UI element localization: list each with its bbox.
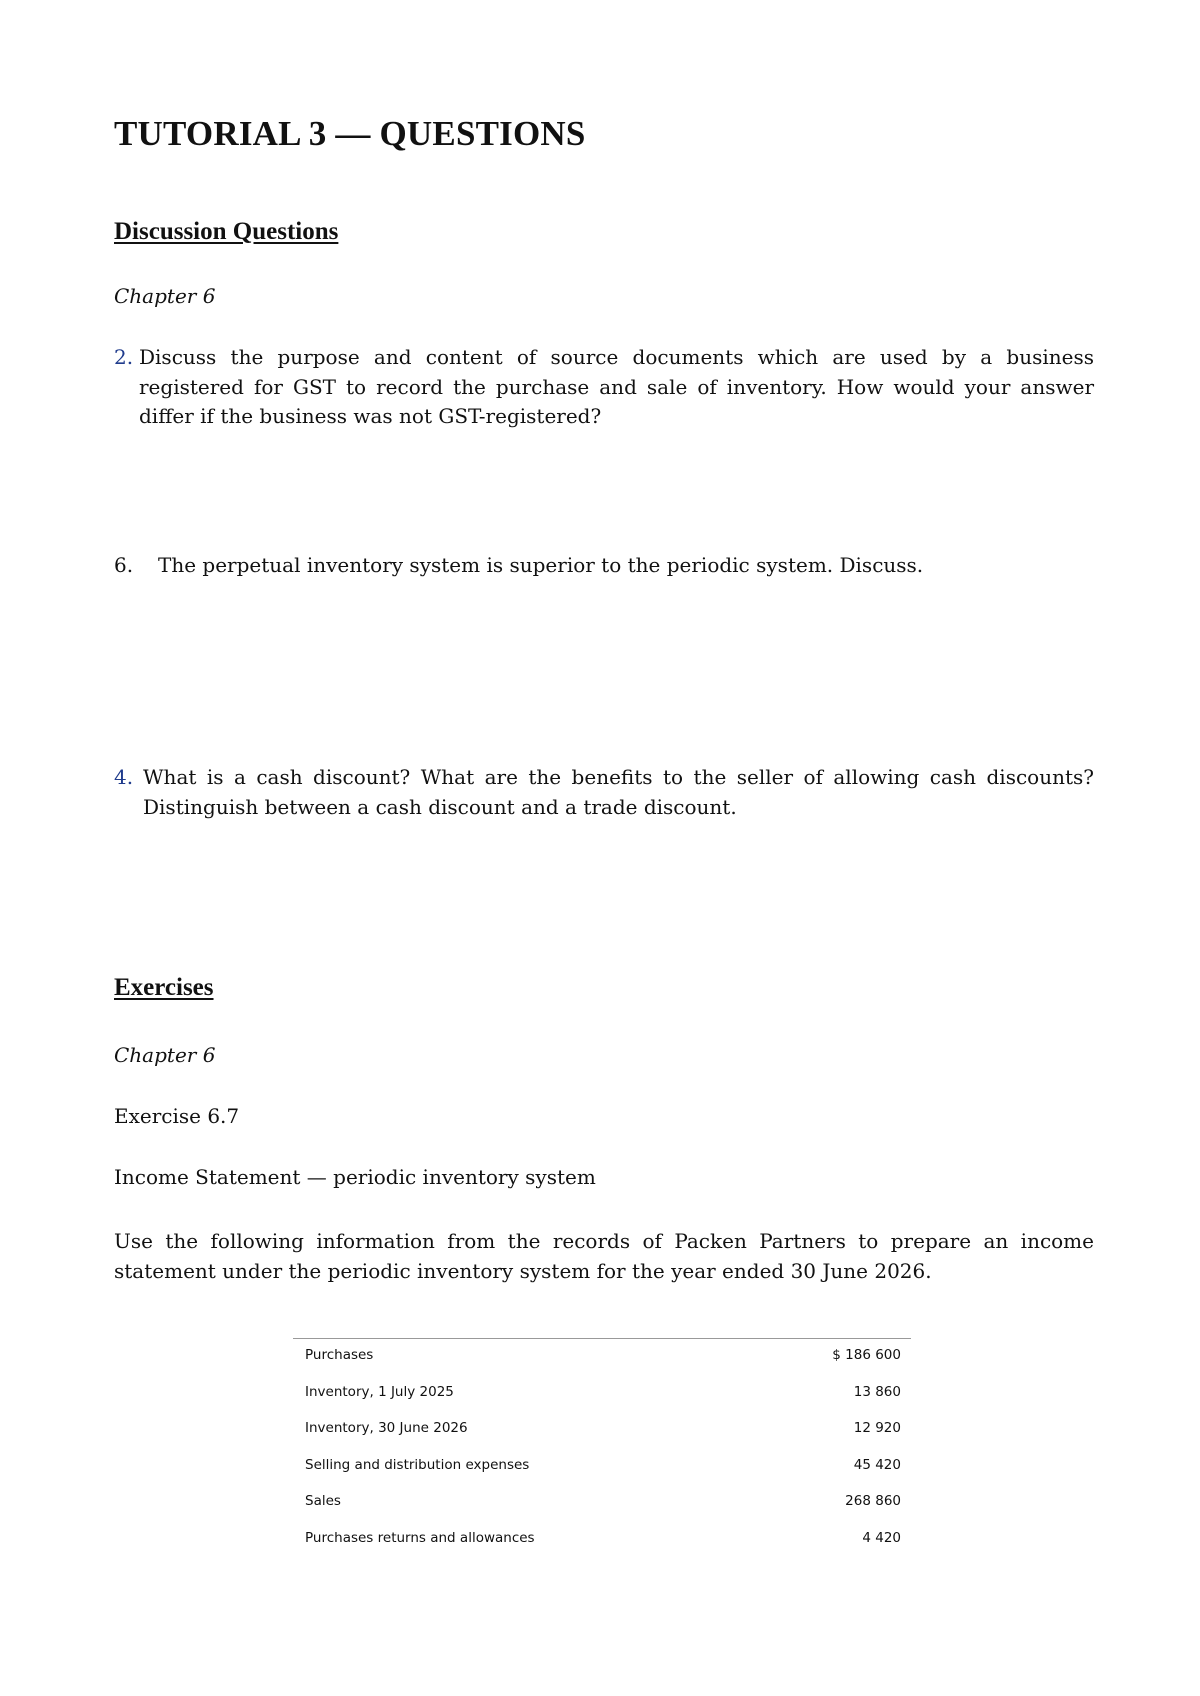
row-label: Inventory, 1 July 2025 xyxy=(305,1383,454,1400)
exercise-title: Income Statement — periodic inventory system xyxy=(114,1165,596,1189)
row-value: 13 860 xyxy=(853,1383,901,1400)
table-row xyxy=(293,1449,911,1486)
row-value: $ 186 600 xyxy=(832,1347,901,1363)
question-text: Discuss the purpose and content of source documents which are used by a business registered for GST to record the purchase and sale of inventory. How would your answer differ if the business was not GST-registered? xyxy=(139,345,1094,428)
question-text: What is a cash discount? What are the benefits to the seller of allowing cash discounts? Distinguish between a cash discount and a trade discount. xyxy=(143,765,1094,819)
row-label: Selling and distribution expenses xyxy=(305,1456,530,1473)
exercise-instruction: Use the following information from the records of Packen Partners to prepare an income statement under the periodic inventory system for the year ended 30 June 2026. xyxy=(114,1229,1094,1283)
row-label: Inventory, 30 June 2026 xyxy=(305,1420,468,1436)
data-table xyxy=(293,1338,911,1558)
question-number: 4. xyxy=(114,765,134,789)
question-text: The perpetual inventory system is superior to the periodic system. Discuss. xyxy=(158,553,924,577)
exercises-chapter: Chapter 6 xyxy=(114,1043,216,1067)
row-label: Sales xyxy=(305,1493,341,1509)
exercises-heading: Exercises xyxy=(114,974,214,1001)
table-row xyxy=(293,1376,911,1413)
question-number: 6. xyxy=(114,553,134,577)
discussion-chapter: Chapter 6 xyxy=(114,284,216,308)
table-row xyxy=(293,1485,911,1522)
row-label: Purchases returns and allowances xyxy=(305,1529,535,1546)
row-label: Purchases xyxy=(305,1347,374,1363)
table-row xyxy=(293,1412,911,1449)
question-4 xyxy=(114,763,1094,822)
discussion-heading: Discussion Questions xyxy=(114,218,339,245)
exercise-label: Exercise 6.7 xyxy=(114,1104,240,1128)
question-6 xyxy=(114,551,1094,581)
table-row xyxy=(293,1339,911,1376)
row-value: 268 860 xyxy=(845,1493,901,1509)
question-number: 2. xyxy=(114,345,134,369)
page-title: TUTORIAL 3 — QUESTIONS xyxy=(114,114,586,153)
row-value: 12 920 xyxy=(853,1420,901,1436)
row-value: 4 420 xyxy=(862,1529,901,1546)
table-row xyxy=(293,1522,911,1559)
row-value: 45 420 xyxy=(853,1456,901,1473)
question-2 xyxy=(114,343,1094,432)
